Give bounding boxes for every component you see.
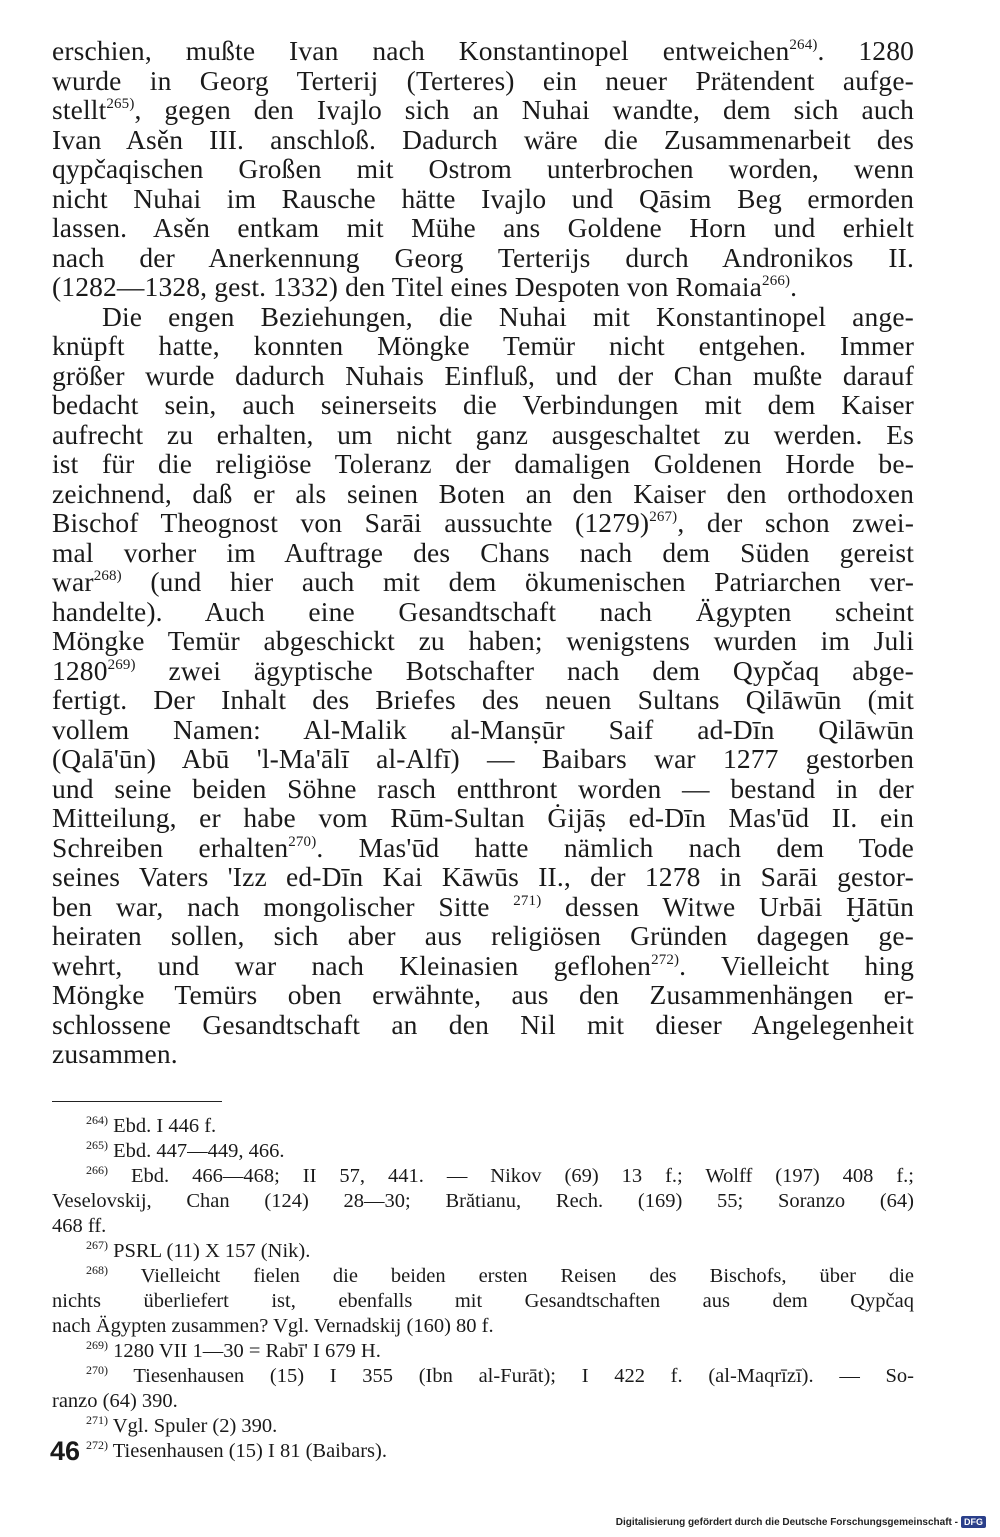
text-run: stellt	[52, 94, 107, 125]
text-run: Möngke Temürs oben erwähnte, aus den Zusammenhängen er-	[52, 979, 914, 1010]
text-line	[52, 597, 914, 627]
text-line	[52, 715, 914, 745]
footnote-line	[52, 1189, 914, 1214]
footnote-marker: 268)	[86, 1262, 108, 1277]
footnote-line	[52, 1314, 914, 1339]
footnote-marker: 269)	[86, 1337, 108, 1352]
text-line	[52, 803, 914, 833]
text-run: nicht Nuhai im Rausche hätte Ivajlo und Qāsim Beg ermorden	[52, 182, 914, 214]
text-run: nichts überliefert ist, ebenfalls mit Gesandtschaften aus dem Qypčaq	[52, 1289, 914, 1312]
text-run: Ebd. 447—449, 466.	[108, 1139, 285, 1162]
text-run: (1282—1328, gest. 1332) den Titel eines Despoten von Romaia	[52, 271, 763, 302]
credit-text: Digitalisierung gefördert durch die Deutsche Forschungsgemeinschaft -	[615, 1516, 958, 1528]
text-line	[52, 361, 914, 391]
text-run: . Vielleicht hing	[679, 949, 914, 981]
text-run: Vgl. Spuler (2) 390.	[108, 1414, 278, 1437]
text-run: fertigt. Der Inhalt des Briefes des neuen Sultans Qilāwūn (mit	[52, 684, 914, 715]
text-line	[52, 744, 914, 774]
text-run: bedacht sein, auch seinerseits die Verbindungen mit dem Kaiser	[52, 389, 914, 420]
footnotes	[52, 1114, 914, 1464]
text-run: Möngke Temür abgeschickt zu haben; wenigstens wurden im Juli	[52, 625, 914, 656]
footnote-line	[52, 1439, 914, 1464]
text-run: Ebd. I 446 f.	[108, 1114, 217, 1137]
text-run: größer wurde dadurch Nuhais Einfluß, und der Chan mußte darauf	[52, 359, 914, 391]
footnote-line	[52, 1139, 914, 1164]
text-run: seines Vaters 'Izz ed-Dīn Kai Kāwūs II., der 1278 in Sarāi gestor-	[52, 861, 914, 892]
page-number: 46	[50, 1436, 81, 1466]
footnote-marker: 270)	[86, 1362, 108, 1377]
digitization-credit	[616, 1516, 986, 1528]
text-line	[52, 774, 914, 804]
footnote-line	[52, 1339, 914, 1364]
dfg-logo: DFG	[961, 1516, 986, 1528]
text-run: nach Ägypten zusammen? Vgl. Vernadskij (160) 80 f.	[52, 1314, 494, 1337]
text-line	[52, 921, 914, 951]
text-line	[52, 479, 914, 509]
footnote-marker: 266)	[86, 1162, 108, 1177]
text-run: Vielleicht fielen die beiden ersten Reisen des Bischofs, über die	[108, 1264, 914, 1287]
footnote-marker: 270)	[288, 833, 317, 850]
footnote-marker: 271)	[86, 1412, 108, 1427]
text-run: , gegen den Ivajlo sich an Nuhai wandte, dem sich auch	[134, 94, 914, 125]
text-run: . 1280	[817, 35, 914, 66]
footnote-marker: 272)	[651, 951, 680, 968]
text-run: , der schon zwei-	[677, 507, 915, 538]
text-line	[52, 449, 914, 479]
text-line	[52, 685, 914, 715]
text-line	[52, 390, 914, 420]
text-line	[52, 213, 914, 243]
text-run: (und hier auch mit dem ökumenischen Patriarchen ver-	[121, 566, 914, 597]
footnote-marker: 265)	[106, 96, 135, 112]
text-line	[52, 892, 914, 922]
text-run: qypčaqischen Großen mit Ostrom unterbrochen worden, wenn	[52, 153, 914, 184]
text-run: knüpft hatte, konnten Möngke Temür nicht entgehen. Immer	[52, 330, 914, 361]
text-line	[52, 36, 914, 66]
text-line	[52, 331, 914, 361]
footnote-line	[52, 1164, 914, 1189]
text-run: . Mas'ūd hatte nämlich nach dem Tode	[316, 831, 914, 863]
text-run: ist für die religiöse Toleranz der damaligen Goldenen Horde be-	[52, 448, 914, 479]
footnote-marker: 266)	[762, 273, 791, 289]
footnote-marker: 265)	[86, 1137, 108, 1152]
text-run: vollem Namen: Al-Malik al-Manṣūr Saif ad-Dīn Qilāwūn	[52, 713, 914, 745]
footnote-divider	[52, 1101, 222, 1102]
text-run: zwei ägyptische Botschafter nach dem Qypčaq abge-	[135, 654, 914, 686]
footnote-line	[52, 1364, 914, 1389]
text-run: Veselovskij, Chan (124) 28—30; Brătianu, Rech. (169) 55; Soranzo (64)	[52, 1189, 914, 1212]
text-run: zusammen.	[52, 1038, 178, 1069]
text-run: 1280	[52, 654, 108, 686]
footnote-marker: 264)	[86, 1112, 108, 1127]
footnote-marker: 267)	[86, 1237, 108, 1252]
text-run: Ebd. 466—468; II 57, 441. — Nikov (69) 13 f.; Wolff (197) 408 f.;	[108, 1164, 914, 1187]
text-run: Schreiben erhalten	[52, 831, 289, 863]
footnote-line	[52, 1214, 914, 1239]
text-line	[52, 656, 914, 686]
text-line	[52, 243, 914, 273]
text-run: zeichnend, daß er als seinen Boten an den Kaiser den orthodoxen	[52, 477, 914, 509]
text-run: Tiesenhausen (15) I 81 (Baibars).	[108, 1439, 387, 1462]
text-run: .	[790, 271, 798, 302]
text-run: heiraten sollen, sich aber aus religiösen Gründen dagegen ge-	[52, 920, 914, 951]
footnote-line	[52, 1114, 914, 1139]
footnote-marker: 272)	[86, 1437, 108, 1452]
text-run: lassen. Asěn entkam mit Mühe ans Goldene Horn und erhielt	[52, 212, 914, 243]
footnote-marker: 264)	[789, 37, 818, 53]
text-run: handelte). Auch eine Gesandtschaft nach Ägypten scheint	[52, 595, 914, 627]
text-run: (Qalā'ūn) Abū 'l-Ma'ālī al-Alfī) — Baibars war 1277 gestorben	[52, 743, 914, 774]
footnote-line	[52, 1289, 914, 1314]
text-run: Tiesenhausen (15) I 355 (Ibn al-Furāt); I 422 f. (al-Maqrīzī). — So-	[108, 1364, 914, 1387]
text-run: erschien, mußte Ivan nach Konstantinopel entweichen	[52, 35, 790, 66]
text-line	[52, 833, 914, 863]
text-run: PSRL (11) X 157 (Nik).	[108, 1239, 311, 1262]
text-line	[52, 1039, 914, 1069]
text-line	[52, 420, 914, 450]
text-line	[52, 508, 914, 538]
text-line	[52, 302, 914, 332]
text-run: war	[52, 566, 94, 597]
text-line	[52, 862, 914, 892]
text-run: mal vorher im Auftrage des Chans nach dem Süden gereist	[52, 536, 914, 568]
text-line	[52, 184, 914, 214]
text-run: 1280 VII 1—30 = Rabī' I 679 H.	[108, 1339, 381, 1362]
footnote-marker: 271)	[513, 892, 542, 909]
text-line	[52, 980, 914, 1010]
footnote-line	[52, 1414, 914, 1439]
text-line	[52, 125, 914, 155]
footnote-marker: 268)	[93, 568, 122, 584]
text-line	[52, 66, 914, 96]
text-line	[52, 95, 914, 125]
text-run: wurde in Georg Terterij (Terteres) ein neuer Prätendent aufge-	[52, 64, 914, 96]
text-run: und seine beiden Söhne rasch entthront worden — bestand in der	[52, 772, 914, 804]
footnote-line	[52, 1239, 914, 1264]
footnote-line	[52, 1389, 914, 1414]
text-line	[52, 538, 914, 568]
text-run: Die engen Beziehungen, die Nuhai mit Konstantinopel ange-	[102, 300, 914, 332]
page-body	[52, 36, 914, 1464]
text-line	[52, 951, 914, 981]
text-run: Bischof Theognost von Sarāi aussuchte (1279)	[52, 507, 650, 538]
text-run: nach der Anerkennung Georg Terterijs durch Andronikos II.	[52, 241, 914, 273]
text-run: ranzo (64) 390.	[52, 1389, 178, 1412]
text-run: aufrecht zu erhalten, um nicht ganz ausgeschaltet zu werden. Es	[52, 418, 914, 450]
footnote-marker: 267)	[649, 509, 678, 525]
footnote-line	[52, 1264, 914, 1289]
footnote-marker: 269)	[107, 656, 136, 673]
text-line	[52, 272, 914, 302]
text-line	[52, 154, 914, 184]
text-run: schlossene Gesandtschaft an den Nil mit dieser Angelegenheit	[52, 1008, 914, 1040]
text-run: wehrt, und war nach Kleinasien geflohen	[52, 949, 652, 981]
text-run: Mitteilung, er habe vom Rūm-Sultan Ġijāṣ ed-Dīn Mas'ūd II. ein	[52, 802, 914, 833]
text-run: Ivan Asěn III. anschloß. Dadurch wäre die Zusammenarbeit des	[52, 123, 914, 155]
text-run: 468 ff.	[52, 1214, 107, 1237]
text-line	[52, 567, 914, 597]
text-line	[52, 1010, 914, 1040]
text-line	[52, 626, 914, 656]
main-text	[52, 36, 914, 1069]
text-run: dessen Witwe Urbāi Ḫātūn	[541, 890, 914, 922]
text-run: ben war, nach mongolischer Sitte	[52, 890, 514, 922]
